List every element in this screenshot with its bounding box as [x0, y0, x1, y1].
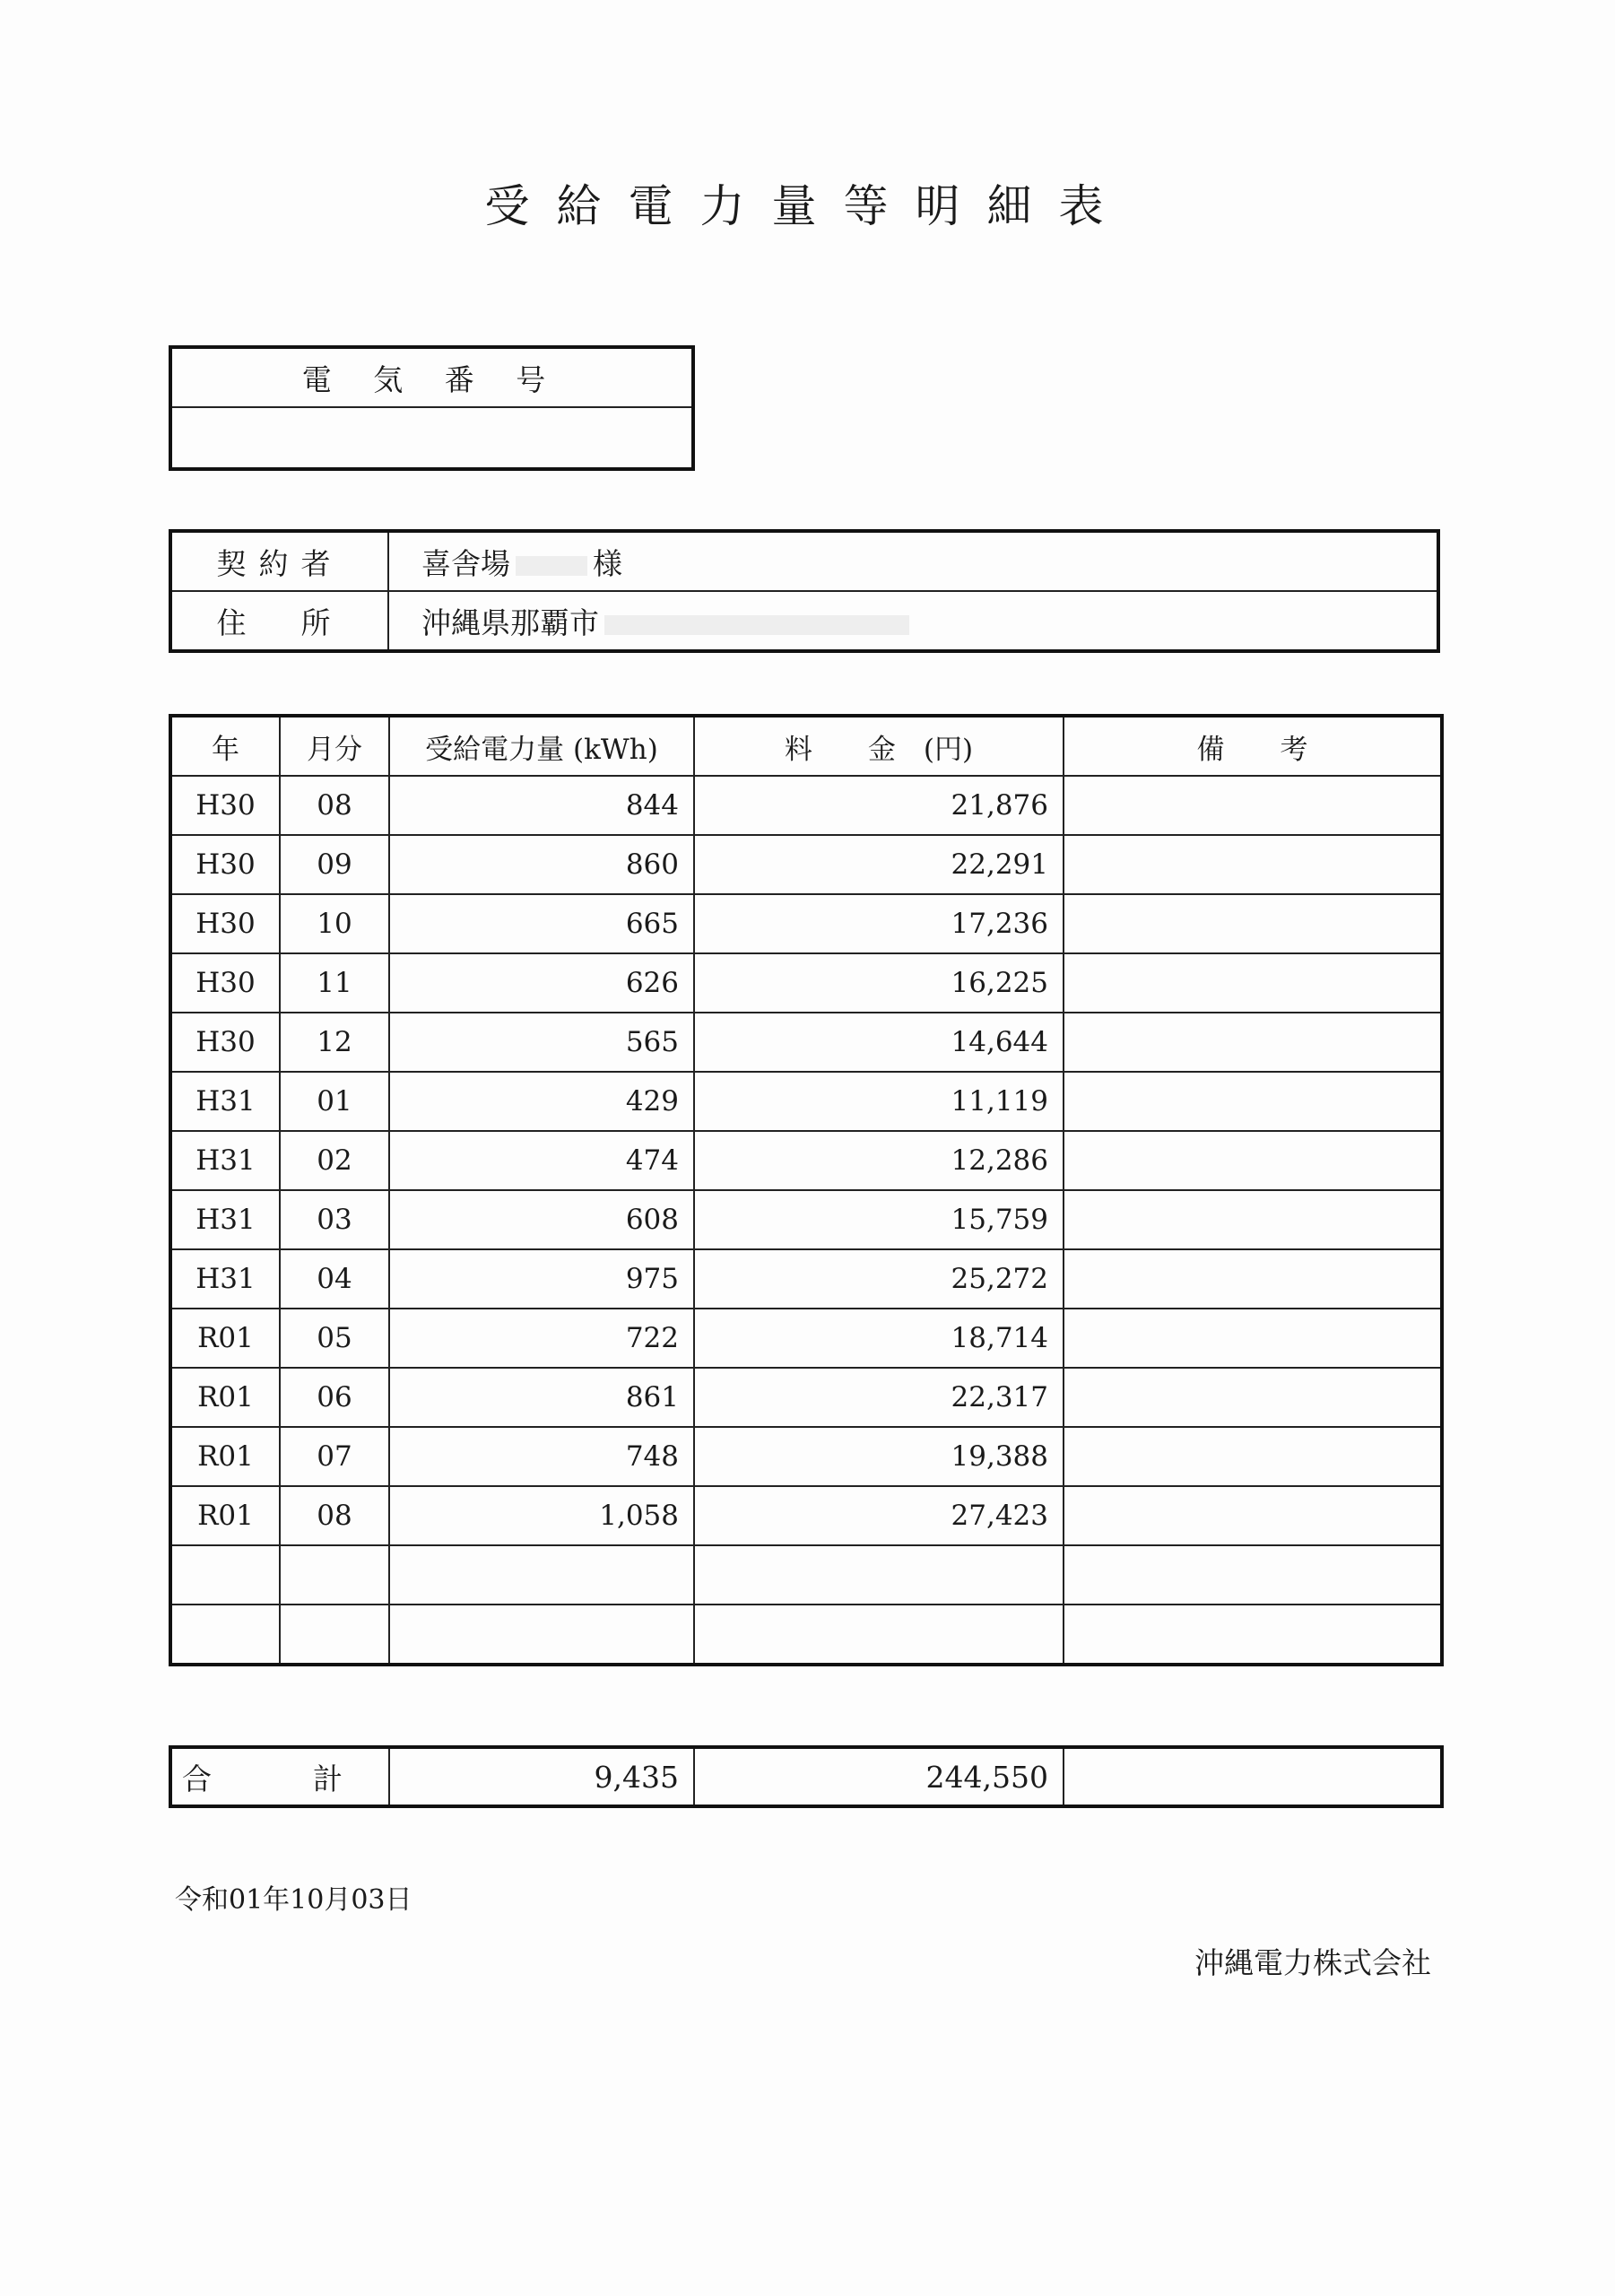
total-label: 合 計	[170, 1747, 389, 1806]
cell-kwh: 748	[389, 1427, 694, 1486]
table-row	[170, 1072, 1442, 1131]
document-title: 受給電力量等明細表	[484, 180, 1131, 232]
cell-note	[1064, 835, 1442, 894]
cell-month: 11	[280, 953, 389, 1013]
cell-kwh	[389, 1605, 694, 1665]
cell-kwh: 429	[389, 1072, 694, 1131]
cell-fee: 18,714	[694, 1309, 1064, 1368]
cell-kwh: 626	[389, 953, 694, 1013]
electric-number-value	[170, 407, 693, 469]
cell-note	[1064, 894, 1442, 953]
cell-kwh: 844	[389, 776, 694, 835]
cell-fee: 16,225	[694, 953, 1064, 1013]
total-fee: 244,550	[694, 1747, 1064, 1806]
electric-number-label: 電 気 番 号	[170, 347, 693, 407]
table-row	[170, 1427, 1442, 1486]
issue-date: 令和01年10月03日	[175, 1884, 412, 1916]
table-row	[170, 894, 1442, 953]
cell-year: H30	[170, 776, 280, 835]
cell-note	[1064, 1190, 1442, 1249]
cell-fee: 21,876	[694, 776, 1064, 835]
cell-fee: 12,286	[694, 1131, 1064, 1190]
contractor-label: 契約者	[170, 531, 388, 591]
cell-fee: 15,759	[694, 1190, 1064, 1249]
cell-fee: 17,236	[694, 894, 1064, 953]
cell-year: R01	[170, 1486, 280, 1545]
cell-month: 06	[280, 1368, 389, 1427]
address-label: 住 所	[170, 591, 388, 651]
cell-year: H30	[170, 894, 280, 953]
cell-kwh	[389, 1545, 694, 1605]
cell-month: 02	[280, 1131, 389, 1190]
cell-year: H31	[170, 1072, 280, 1131]
cell-fee	[694, 1545, 1064, 1605]
contract-info-box	[169, 529, 1440, 653]
table-row	[170, 1309, 1442, 1368]
cell-month: 03	[280, 1190, 389, 1249]
header-note: 備 考	[1064, 716, 1442, 776]
cell-year: H30	[170, 953, 280, 1013]
cell-kwh: 608	[389, 1190, 694, 1249]
cell-year: H30	[170, 1013, 280, 1072]
cell-month	[280, 1605, 389, 1665]
cell-note	[1064, 1605, 1442, 1665]
cell-note	[1064, 1309, 1442, 1368]
table-row	[170, 1190, 1442, 1249]
cell-year: R01	[170, 1368, 280, 1427]
cell-kwh: 665	[389, 894, 694, 953]
cell-kwh: 565	[389, 1013, 694, 1072]
cell-note	[1064, 1131, 1442, 1190]
table-row	[170, 1605, 1442, 1665]
cell-note	[1064, 1072, 1442, 1131]
table-row	[170, 1249, 1442, 1309]
redaction-mask	[604, 615, 909, 635]
cell-note	[1064, 1249, 1442, 1309]
cell-month: 10	[280, 894, 389, 953]
cell-kwh: 722	[389, 1309, 694, 1368]
cell-year	[170, 1545, 280, 1605]
cell-kwh: 975	[389, 1249, 694, 1309]
cell-month: 08	[280, 776, 389, 835]
company-name: 沖縄電力株式会社	[1194, 1945, 1431, 1980]
header-fee: 料 金 (円)	[694, 716, 1064, 776]
total-note	[1064, 1747, 1442, 1806]
contractor-honorific: 様	[593, 545, 622, 581]
cell-kwh: 861	[389, 1368, 694, 1427]
cell-month: 12	[280, 1013, 389, 1072]
table-row	[170, 953, 1442, 1013]
cell-month: 07	[280, 1427, 389, 1486]
cell-fee	[694, 1605, 1064, 1665]
usage-table-header	[170, 716, 1442, 776]
cell-year: H31	[170, 1249, 280, 1309]
redaction-mask	[516, 556, 587, 576]
electric-number-box	[169, 345, 695, 471]
table-row	[170, 1486, 1442, 1545]
cell-note	[1064, 1368, 1442, 1427]
usage-table	[169, 714, 1444, 1666]
cell-fee: 25,272	[694, 1249, 1064, 1309]
cell-fee: 14,644	[694, 1013, 1064, 1072]
address-value	[388, 591, 1438, 651]
cell-fee: 22,291	[694, 835, 1064, 894]
cell-year: H30	[170, 835, 280, 894]
table-row	[170, 1131, 1442, 1190]
cell-month: 01	[280, 1072, 389, 1131]
cell-fee: 22,317	[694, 1368, 1064, 1427]
cell-kwh: 474	[389, 1131, 694, 1190]
total-table	[169, 1745, 1444, 1808]
table-row	[170, 1545, 1442, 1605]
cell-note	[1064, 1486, 1442, 1545]
cell-year: R01	[170, 1309, 280, 1368]
cell-month: 08	[280, 1486, 389, 1545]
cell-year: H31	[170, 1190, 280, 1249]
header-kwh: 受給電力量 (kWh)	[389, 716, 694, 776]
cell-fee: 19,388	[694, 1427, 1064, 1486]
table-row	[170, 776, 1442, 835]
cell-note	[1064, 1427, 1442, 1486]
cell-year: R01	[170, 1427, 280, 1486]
cell-kwh: 860	[389, 835, 694, 894]
cell-note	[1064, 953, 1442, 1013]
cell-month: 04	[280, 1249, 389, 1309]
contractor-name-prefix: 喜舎場	[421, 545, 510, 581]
cell-fee: 27,423	[694, 1486, 1064, 1545]
cell-month: 05	[280, 1309, 389, 1368]
cell-fee: 11,119	[694, 1072, 1064, 1131]
table-row	[170, 1368, 1442, 1427]
cell-kwh: 1,058	[389, 1486, 694, 1545]
table-row	[170, 1013, 1442, 1072]
cell-note	[1064, 1013, 1442, 1072]
table-row	[170, 835, 1442, 894]
cell-month: 09	[280, 835, 389, 894]
header-month: 月分	[280, 716, 389, 776]
cell-note	[1064, 1545, 1442, 1605]
total-kwh: 9,435	[389, 1747, 694, 1806]
cell-month	[280, 1545, 389, 1605]
address-prefix: 沖縄県那覇市	[421, 604, 599, 640]
cell-note	[1064, 776, 1442, 835]
cell-year	[170, 1605, 280, 1665]
contractor-value	[388, 531, 1438, 591]
cell-year: H31	[170, 1131, 280, 1190]
header-year: 年	[170, 716, 280, 776]
